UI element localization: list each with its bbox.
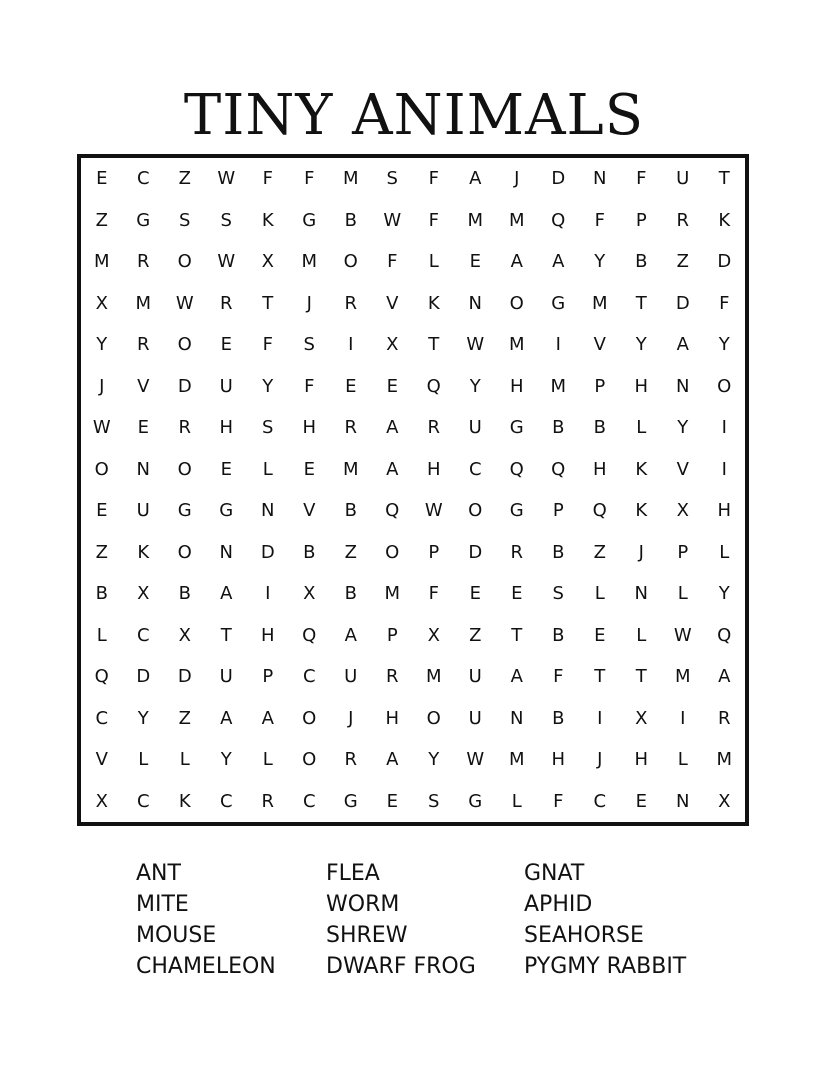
grid-cell[interactable]: Q [717, 624, 732, 646]
letter-grid-frame [77, 154, 749, 826]
grid-cell[interactable]: A [676, 334, 689, 356]
grid-cell[interactable]: H [634, 749, 649, 771]
grid-cell[interactable]: B [552, 417, 565, 439]
grid-cell[interactable]: M [591, 292, 608, 314]
grid-cell[interactable]: R [136, 251, 150, 273]
grid-cell[interactable]: E [511, 583, 523, 605]
grid-cell[interactable]: Y [96, 334, 108, 356]
grid-cell[interactable]: Z [178, 707, 191, 729]
grid-cell[interactable]: P [594, 375, 606, 397]
grid-cell[interactable]: Z [469, 624, 482, 646]
grid-cell[interactable]: G [509, 500, 524, 522]
grid-cell[interactable]: R [178, 417, 191, 439]
grid-cell[interactable]: Y [220, 749, 232, 771]
grid-cell[interactable]: F [553, 666, 564, 688]
grid-cell[interactable]: E [469, 583, 481, 605]
grid-cell[interactable]: I [597, 707, 603, 729]
grid-cell[interactable]: F [262, 334, 273, 356]
grid-cell[interactable]: U [219, 375, 233, 397]
grid-cell[interactable]: Y [718, 583, 730, 605]
grid-cell[interactable]: F [262, 168, 273, 190]
grid-cell[interactable]: G [343, 790, 358, 812]
grid-cell[interactable]: Y [635, 334, 647, 356]
grid-cell[interactable]: O [385, 541, 400, 563]
grid-cell[interactable]: K [635, 458, 648, 480]
grid-cell[interactable]: E [137, 417, 149, 439]
grid-cell[interactable]: M [508, 334, 525, 356]
grid-cell[interactable]: O [343, 251, 358, 273]
grid-cell[interactable]: N [634, 583, 648, 605]
grid-cell[interactable]: U [468, 666, 482, 688]
grid-cell[interactable]: M [384, 583, 401, 605]
grid-cell[interactable]: B [635, 251, 648, 273]
grid-cell[interactable]: T [635, 292, 647, 314]
grid-cell[interactable]: T [718, 168, 730, 190]
grid-cell[interactable]: O [177, 334, 192, 356]
grid-cell[interactable]: N [219, 541, 233, 563]
grid-cell[interactable]: O [177, 458, 192, 480]
grid-cell[interactable]: A [469, 168, 482, 190]
grid-cell[interactable]: C [136, 168, 150, 190]
grid-cell[interactable]: P [677, 541, 689, 563]
grid-cell[interactable]: W [424, 500, 443, 522]
grid-cell[interactable]: F [428, 168, 439, 190]
grid-cell[interactable]: U [219, 666, 233, 688]
grid-cell[interactable]: A [510, 666, 523, 688]
grid-cell[interactable]: E [386, 790, 398, 812]
grid-cell[interactable]: D [468, 541, 483, 563]
grid-cell[interactable]: V [137, 375, 150, 397]
grid-cell[interactable]: M [508, 749, 525, 771]
grid-cell[interactable]: P [635, 209, 647, 231]
grid-cell[interactable]: H [509, 375, 524, 397]
grid-cell[interactable]: T [594, 666, 606, 688]
grid-cell[interactable]: H [634, 375, 649, 397]
grid-cell[interactable]: M [716, 749, 733, 771]
word-list-item: SHREW [326, 923, 408, 948]
grid-cell[interactable]: B [552, 624, 565, 646]
grid-cell[interactable]: T [511, 624, 523, 646]
grid-cell[interactable]: K [261, 209, 274, 231]
grid-cell[interactable]: S [303, 334, 315, 356]
grid-cell[interactable]: A [261, 707, 274, 729]
grid-cell[interactable]: S [386, 168, 398, 190]
grid-cell[interactable]: L [179, 749, 190, 771]
grid-cell[interactable]: T [220, 624, 232, 646]
grid-cell[interactable]: Q [385, 500, 400, 522]
grid-cell[interactable]: O [177, 251, 192, 273]
grid-cell[interactable]: W [466, 334, 485, 356]
grid-cell[interactable]: I [721, 458, 727, 480]
grid-cell[interactable]: N [510, 707, 524, 729]
grid-cell[interactable]: X [427, 624, 440, 646]
grid-cell[interactable]: H [260, 624, 275, 646]
grid-cell[interactable]: S [220, 209, 232, 231]
grid-cell[interactable]: A [718, 666, 731, 688]
grid-cell[interactable]: R [344, 417, 357, 439]
grid-cell[interactable]: I [680, 707, 686, 729]
grid-cell[interactable]: A [552, 251, 565, 273]
grid-cell[interactable]: G [302, 209, 317, 231]
grid-cell[interactable]: K [178, 790, 191, 812]
grid-cell[interactable]: C [136, 624, 150, 646]
grid-cell[interactable]: L [636, 624, 647, 646]
grid-cell[interactable]: J [597, 749, 603, 771]
grid-cell[interactable]: F [304, 168, 315, 190]
grid-cell[interactable]: L [262, 458, 273, 480]
grid-cell[interactable]: D [177, 375, 192, 397]
grid-cell[interactable]: Q [426, 375, 441, 397]
grid-cell[interactable]: W [92, 417, 111, 439]
grid-cell[interactable]: M [301, 251, 318, 273]
grid-cell[interactable]: J [638, 541, 644, 563]
grid-cell[interactable]: F [304, 375, 315, 397]
grid-cell[interactable]: V [676, 458, 689, 480]
grid-cell[interactable]: B [303, 541, 316, 563]
grid-cell[interactable]: E [220, 458, 232, 480]
grid-cell[interactable]: O [717, 375, 732, 397]
grid-cell[interactable]: O [302, 707, 317, 729]
grid-cell[interactable]: X [635, 707, 648, 729]
word-list [136, 858, 756, 988]
grid-cell[interactable]: J [99, 375, 105, 397]
grid-cell[interactable]: L [96, 624, 107, 646]
grid-cell[interactable]: F [636, 168, 647, 190]
grid-cell[interactable]: Q [551, 458, 566, 480]
grid-cell[interactable]: V [95, 749, 108, 771]
grid-cell[interactable]: N [136, 458, 150, 480]
word-list-item: CHAMELEON [136, 954, 276, 979]
grid-cell[interactable]: O [426, 707, 441, 729]
grid-cell[interactable]: M [425, 666, 442, 688]
grid-cell[interactable]: D [675, 292, 690, 314]
word-list-item: APHID [524, 892, 593, 917]
grid-cell[interactable]: Y [428, 749, 440, 771]
grid-cell[interactable]: F [428, 583, 439, 605]
grid-cell[interactable]: Y [677, 417, 689, 439]
grid-cell[interactable]: H [385, 707, 400, 729]
word-list-column [326, 858, 476, 982]
word-list-item: MOUSE [136, 923, 217, 948]
grid-cell[interactable]: X [303, 583, 316, 605]
word-list-column [136, 858, 276, 982]
grid-cell[interactable]: A [220, 583, 233, 605]
grid-cell[interactable]: E [345, 375, 357, 397]
grid-cell[interactable]: U [344, 666, 358, 688]
grid-cell[interactable]: R [344, 292, 357, 314]
grid-cell[interactable]: Y [262, 375, 274, 397]
grid-cell[interactable]: B [344, 583, 357, 605]
grid-cell[interactable]: C [302, 666, 316, 688]
grid-cell[interactable]: Y [469, 375, 481, 397]
grid-cell[interactable]: K [635, 500, 648, 522]
grid-cell[interactable]: R [717, 707, 731, 729]
grid-cell[interactable]: U [468, 707, 482, 729]
grid-cell[interactable]: R [510, 541, 523, 563]
grid-cell[interactable]: L [677, 749, 688, 771]
grid-cell[interactable]: K [427, 292, 440, 314]
grid-cell[interactable]: Q [592, 500, 607, 522]
word-list-item: GNAT [524, 861, 585, 886]
grid-cell[interactable]: P [552, 500, 564, 522]
grid-cell[interactable]: O [94, 458, 109, 480]
grid-cell[interactable]: Z [593, 541, 606, 563]
grid-cell[interactable]: L [428, 251, 439, 273]
grid-cell[interactable]: V [386, 292, 399, 314]
grid-cell[interactable]: Z [178, 168, 191, 190]
grid-cell[interactable]: H [592, 458, 607, 480]
grid-cell[interactable]: Y [594, 251, 606, 273]
grid-cell[interactable]: O [468, 500, 483, 522]
grid-cell[interactable]: M [135, 292, 152, 314]
grid-cell[interactable]: M [342, 458, 359, 480]
grid-cell[interactable]: B [178, 583, 191, 605]
grid-cell[interactable]: C [468, 458, 482, 480]
grid-cell[interactable]: P [386, 624, 398, 646]
grid-cell[interactable]: R [261, 790, 274, 812]
grid-cell[interactable]: C [95, 707, 109, 729]
grid-cell[interactable]: N [261, 500, 275, 522]
grid-cell[interactable]: Q [551, 209, 566, 231]
grid-cell[interactable]: I [721, 417, 727, 439]
grid-cell[interactable]: L [677, 583, 688, 605]
word-list-item: WORM [326, 892, 400, 917]
grid-cell[interactable]: B [552, 541, 565, 563]
grid-cell[interactable]: E [594, 624, 606, 646]
grid-cell[interactable]: R [136, 334, 150, 356]
grid-cell[interactable]: X [718, 790, 731, 812]
grid-cell[interactable]: L [511, 790, 522, 812]
grid-cell[interactable]: W [217, 251, 236, 273]
grid-cell[interactable]: I [555, 334, 561, 356]
grid-cell[interactable]: C [302, 790, 316, 812]
grid-cell[interactable]: A [386, 417, 399, 439]
grid-cell[interactable]: F [428, 209, 439, 231]
grid-cell[interactable]: G [468, 790, 483, 812]
grid-cell[interactable]: G [509, 417, 524, 439]
grid-cell[interactable]: T [262, 292, 274, 314]
grid-cell[interactable]: M [467, 209, 484, 231]
grid-cell[interactable]: W [673, 624, 692, 646]
word-list-item: DWARF FROG [326, 954, 476, 979]
grid-cell[interactable]: U [468, 417, 482, 439]
grid-cell[interactable]: H [551, 749, 566, 771]
grid-cell[interactable]: G [219, 500, 234, 522]
grid-cell[interactable]: X [386, 334, 399, 356]
grid-cell[interactable]: P [428, 541, 440, 563]
grid-cell[interactable]: J [306, 292, 312, 314]
puzzle-title: TINY ANIMALS [183, 83, 645, 148]
grid-cell[interactable]: E [386, 375, 398, 397]
grid-cell[interactable]: T [635, 666, 647, 688]
grid-cell[interactable]: M [674, 666, 691, 688]
grid-cell[interactable]: A [386, 458, 399, 480]
grid-cell[interactable]: B [593, 417, 606, 439]
grid-cell[interactable]: E [635, 790, 647, 812]
grid-cell[interactable]: R [676, 209, 689, 231]
grid-cell[interactable]: Z [676, 251, 689, 273]
grid-cell[interactable]: E [220, 334, 232, 356]
word-list-item: MITE [136, 892, 189, 917]
grid-cell[interactable]: O [509, 292, 524, 314]
grid-cell[interactable]: S [262, 417, 274, 439]
grid-cell[interactable]: A [386, 749, 399, 771]
grid-cell[interactable]: M [93, 251, 110, 273]
grid-cell[interactable]: L [262, 749, 273, 771]
grid-cell[interactable]: C [136, 790, 150, 812]
grid-cell[interactable]: C [593, 790, 607, 812]
grid-cell[interactable]: H [302, 417, 317, 439]
grid-cell[interactable]: L [594, 583, 605, 605]
grid-cell[interactable]: H [426, 458, 441, 480]
grid-cell[interactable]: K [718, 209, 731, 231]
letter-grid[interactable] [81, 158, 745, 822]
grid-cell[interactable]: B [344, 209, 357, 231]
grid-cell[interactable]: F [387, 251, 398, 273]
grid-cell[interactable]: X [178, 624, 191, 646]
grid-cell[interactable]: L [719, 541, 730, 563]
grid-cell[interactable]: L [138, 749, 149, 771]
grid-cell[interactable]: W [466, 749, 485, 771]
grid-cell[interactable]: S [428, 790, 440, 812]
grid-cell[interactable]: R [385, 666, 399, 688]
grid-cell[interactable]: W [175, 292, 194, 314]
grid-cell[interactable]: Q [302, 624, 317, 646]
grid-cell[interactable]: U [676, 168, 690, 190]
grid-cell[interactable]: X [261, 251, 274, 273]
grid-cell[interactable]: J [514, 168, 520, 190]
grid-cell[interactable]: Q [94, 666, 109, 688]
grid-cell[interactable]: U [136, 500, 150, 522]
grid-cell[interactable]: G [136, 209, 151, 231]
grid-cell[interactable]: K [137, 541, 150, 563]
grid-cell[interactable]: I [348, 334, 354, 356]
grid-cell[interactable]: L [636, 417, 647, 439]
grid-cell[interactable]: Z [95, 541, 108, 563]
grid-cell[interactable]: M [508, 209, 525, 231]
grid-cell[interactable]: F [553, 790, 564, 812]
grid-cell[interactable]: N [676, 375, 690, 397]
grid-cell[interactable]: R [427, 417, 440, 439]
grid-cell[interactable]: B [552, 707, 565, 729]
grid-cell[interactable]: Z [344, 541, 357, 563]
grid-cell[interactable]: W [383, 209, 402, 231]
grid-cell[interactable]: X [95, 790, 108, 812]
grid-cell[interactable]: R [219, 292, 233, 314]
grid-cell[interactable]: D [260, 541, 275, 563]
grid-cell[interactable]: O [177, 541, 192, 563]
grid-cell[interactable]: D [717, 251, 732, 273]
grid-cell[interactable]: H [717, 500, 732, 522]
grid-cell[interactable]: W [217, 168, 236, 190]
grid-cell[interactable]: A [510, 251, 523, 273]
grid-cell[interactable]: R [344, 749, 357, 771]
grid-cell[interactable]: O [302, 749, 317, 771]
grid-cell[interactable]: V [593, 334, 606, 356]
grid-cell[interactable]: Y [137, 707, 149, 729]
grid-cell[interactable]: Y [718, 334, 730, 356]
grid-cell[interactable]: G [177, 500, 192, 522]
grid-cell[interactable]: D [177, 666, 192, 688]
word-list-item: PYGMY RABBIT [524, 954, 687, 979]
grid-cell[interactable]: C [219, 790, 233, 812]
grid-cell[interactable]: N [676, 790, 690, 812]
grid-cell[interactable]: E [303, 458, 315, 480]
word-list-item: ANT [136, 861, 181, 886]
grid-cell[interactable]: N [593, 168, 607, 190]
grid-cell[interactable]: E [96, 168, 108, 190]
grid-cell[interactable]: E [96, 500, 108, 522]
word-list-column [524, 858, 686, 982]
grid-cell[interactable]: A [220, 707, 233, 729]
grid-cell[interactable]: B [344, 500, 357, 522]
grid-cell[interactable]: E [469, 251, 481, 273]
grid-cell[interactable]: X [676, 500, 689, 522]
grid-cell[interactable]: F [719, 292, 730, 314]
grid-cell[interactable]: Z [95, 209, 108, 231]
grid-cell[interactable]: S [179, 209, 191, 231]
grid-cell[interactable]: X [137, 583, 150, 605]
grid-cell[interactable]: H [219, 417, 234, 439]
grid-cell[interactable]: V [303, 500, 316, 522]
grid-cell[interactable]: X [95, 292, 108, 314]
grid-cell[interactable]: Q [509, 458, 524, 480]
word-list-item: SEAHORSE [524, 923, 644, 948]
grid-cell[interactable]: M [342, 168, 359, 190]
grid-cell[interactable]: T [428, 334, 440, 356]
grid-cell[interactable]: G [551, 292, 566, 314]
grid-cell[interactable]: N [468, 292, 482, 314]
grid-cell[interactable]: D [136, 666, 151, 688]
grid-cell[interactable]: B [95, 583, 108, 605]
grid-cell[interactable]: I [265, 583, 271, 605]
grid-cell[interactable]: M [550, 375, 567, 397]
grid-cell[interactable]: S [552, 583, 564, 605]
grid-cell[interactable]: F [594, 209, 605, 231]
grid-cell[interactable]: J [348, 707, 354, 729]
grid-cell[interactable]: P [262, 666, 274, 688]
word-list-item: FLEA [326, 861, 380, 886]
grid-cell[interactable]: A [344, 624, 357, 646]
grid-cell[interactable]: D [551, 168, 566, 190]
